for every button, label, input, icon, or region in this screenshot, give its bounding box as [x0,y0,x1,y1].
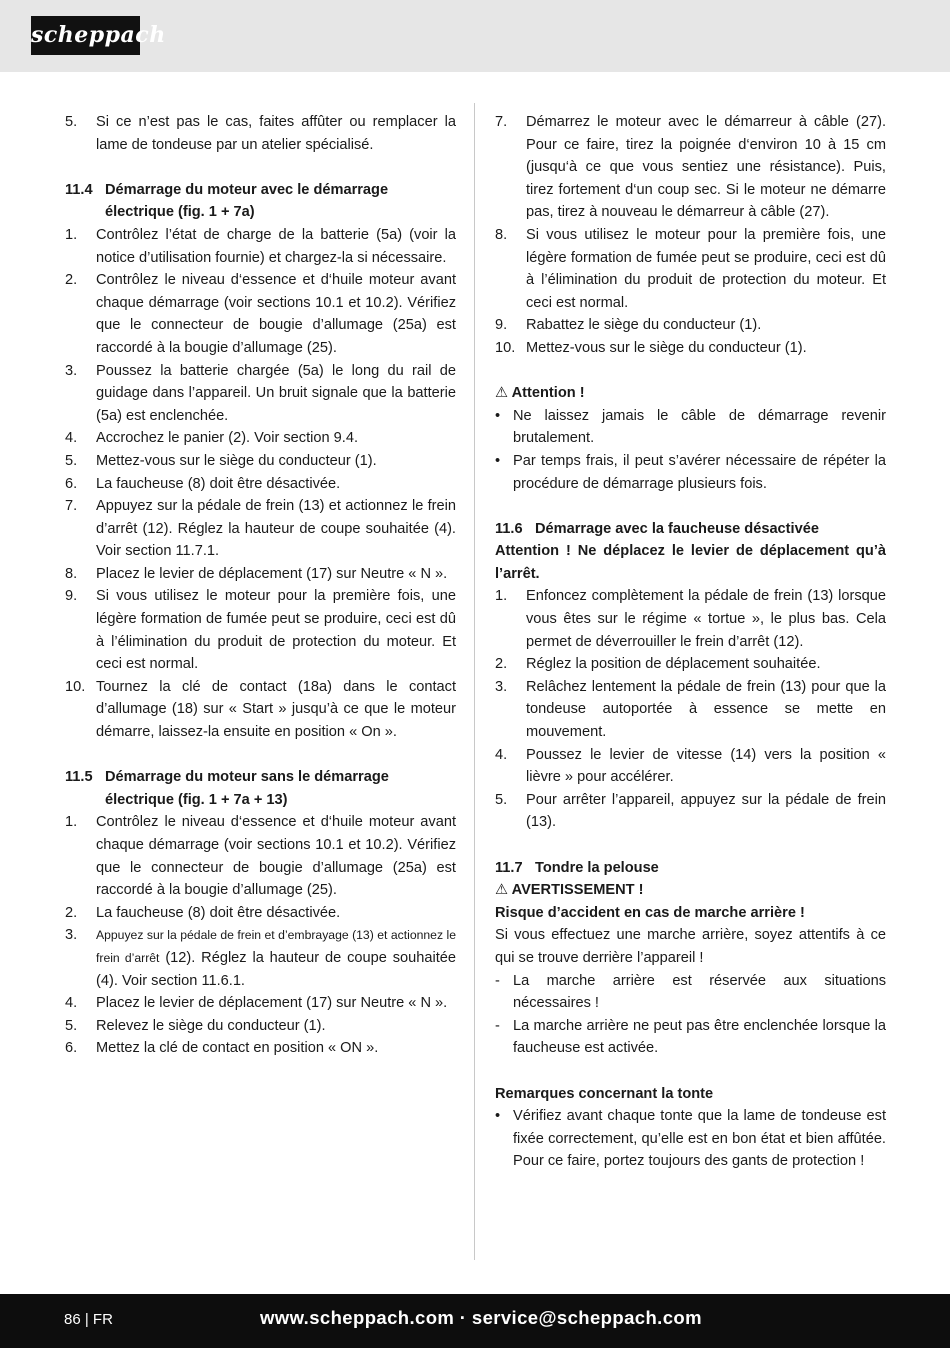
list-item: 1. Contrôlez le niveau d‘essence et d‘huile moteur avant chaque démarrage (voir sections 10.1 et 10.2). Vérifiez que le connecteur de bougie d’allumage (25a) est raccordé à la bougie d’allumage (25). [65,814,456,899]
list-item: 5. Mettez-vous sur le siège du conducteur (1). [65,452,377,469]
section-11-5-list-end [495,111,886,360]
section-11-5-list [65,811,456,924]
remarks-heading: Remarques concernant la tonte [495,1085,714,1102]
page-number: 86 | FR [64,1311,113,1328]
list-item: 4. Accrochez le panier (2). Voir section 9.4. [65,430,359,447]
list-item: 1. Contrôlez l’état de charge de la batterie (5a) (voir la notice d’utilisation fournie) et chargez-la si nécessaire. [65,226,456,266]
warning-heading: ⚠ AVERTISSEMENT ! [495,882,644,899]
warning-icon: ⚠ [495,385,509,402]
section-heading-11-7: 11.7 Tondre la pelouse [495,859,659,876]
list-item: 1. Enfoncez complètement la pédale de frein (13) lorsque vous êtes sur le régime « tortue », le plus bas. Cela permet de déverrouiller le frein d’arrêt (12). [495,588,886,650]
bullet-mark: - [495,972,500,989]
section-heading-11-6: 11.6 Démarrage avec la faucheuse désactivée [495,520,819,537]
list-item: 7. Démarrez le moteur avec le démarreur à câble (27). Pour ce faire, tirez la poignée d‘environ 10 à 15 cm (jusqu‘à ce que vous sentiez une résistance). Puis, tirez fortement d‘un coup sec. Si le moteur ne démarre pas, tirez à nouveau le démarreur à câble (27). [495,114,886,221]
footer-url: www.scheppach.com · service@scheppach.com [260,1307,702,1328]
list-item: 8. Si vous utilisez le moteur pour la première fois, une légère formation de fumée peut se produire, ceci est dû à l’élimination du produit de protection du moteur. Et ceci est normal. [495,226,886,311]
list-item: 10. Tournez la clé de contact (18a) dans le contact d’allumage (18) sur « Start » jusqu’à ce que le moteur démarre, laissez-la ensuite en position « On ». [65,678,456,741]
list-item: 8. Placez le levier de déplacement (17) sur Neutre « N ». [65,565,448,582]
list-item: 6. La faucheuse (8) doit être désactivée. [65,475,341,492]
left-column [65,111,456,1060]
section-11-6-list [495,585,886,834]
list-item: 4. Poussez le levier de vitesse (14) vers la position « lièvre » pour accélérer. [495,746,886,786]
scheppach-logo: scheppach [31,16,140,55]
list-item: 5. Pour arrêter l’appareil, appuyez sur la pédale de frein (13). [495,791,886,831]
list-item: 5. Si ce n’est pas le cas, faites affûter ou remplacer la lame de tondeuse par un atelier spécialisé. [65,114,456,153]
list-item: 9. Rabattez le siège du conducteur (1). [495,317,762,334]
list-item: • Vérifiez avant chaque tonte que la lame de tondeuse est fixée correctement, qu’elle est en bon état et bien affûtée. Pour ce faire, portez toujours des gants de protection ! [495,1105,886,1173]
list-item: 6. Mettez la clé de contact en position « ON ». [65,1040,379,1057]
page-footer [0,1294,950,1348]
list-item: 3. Appuyez sur la pédale de frein et d’embrayage (13) et actionnez le frein d’arrêt (12). Réglez la hauteur de coupe souhaitée (4). Voir section 11.6.1. [65,927,457,989]
risk-text: Risque d’accident en cas de marche arrière ! [495,904,805,921]
section-11-4-list [65,224,456,744]
section-heading-11-4: 11.4 Démarrage du moteur avec le démarrage électrique (fig. 1 + 7a) [65,181,389,221]
bullet-mark: • [495,1108,501,1125]
list-item: 4. Placez le levier de déplacement (17) sur Neutre « N ». [65,995,448,1012]
section-heading-11-5: 11.5 Démarrage du moteur sans le démarrage électrique (fig. 1 + 7a + 13) [65,769,389,808]
section-11-6-warning: Attention ! Ne déplacez le levier de déplacement qu’à l’arrêt. [495,543,886,582]
list-item: • Par temps frais, il peut s’avérer nécessaire de répéter la procédure de démarrage plusieurs fois. [495,450,886,495]
section-11-7-intro: Si vous effectuez une marche arrière, soyez attentifs à ce qui se trouve derrière l’appareil ! [495,927,886,966]
list-item: 2. Contrôlez le niveau d‘essence et d‘huile moteur avant chaque démarrage (voir sections 10.1 et 10.2). Vérifiez que le connecteur de bougie d’allumage (25a) est raccordé à la bougie d’allumage (25). [65,272,456,356]
column-divider [474,103,475,1260]
list-item: 10. Mettez-vous sur le siège du conducteur (1). [495,339,807,356]
right-column [495,111,886,1173]
warning-icon: ⚠ [495,882,509,899]
bullet-mark: • [495,452,501,469]
bullet-mark: • [495,407,501,424]
bullet-mark: - [495,1017,500,1034]
page-header [0,0,950,72]
list-item: - La marche arrière est réservée aux situations nécessaires ! [495,970,886,1015]
attention-heading: ⚠ Attention ! [495,385,585,402]
attention-list [495,405,886,495]
section-11-5-list-continued [65,992,456,1060]
list-item: 2. Réglez la position de déplacement souhaitée. [495,656,821,673]
section-11-7-dash-list [495,970,886,1060]
list-item: - La marche arrière ne peut pas être enclenchée lorsque la faucheuse est activée. [495,1015,886,1060]
list-item: 5. Relevez le siège du conducteur (1). [65,1017,326,1034]
list-item: 7. Appuyez sur la pédale de frein (13) et actionnez le frein d’arrêt (12). Réglez la hauteur de coupe souhaitée (4). Voir section 11.7.1. [65,498,456,560]
list-item: 3. Relâchez lentement la pédale de frein (13) pour que la tondeuse autoportée à essence se mette en mouvement. [495,678,886,741]
list-item: • Ne laissez jamais le câble de démarrage revenir brutalement. [495,405,886,450]
list-item: 2. La faucheuse (8) doit être désactivée. [65,904,341,921]
remarks-list [495,1105,886,1173]
list-item: 9. Si vous utilisez le moteur pour la première fois, une légère formation de fumée peut se produire, ceci est dû à l’élimination du produit de protection du moteur. Et ceci est normal. [65,588,456,673]
list-item: 3. Poussez la batterie chargée (5a) le long du rail de guidage dans l’appareil. Un bruit signale que la batterie (5a) est enclenchée. [65,362,456,424]
